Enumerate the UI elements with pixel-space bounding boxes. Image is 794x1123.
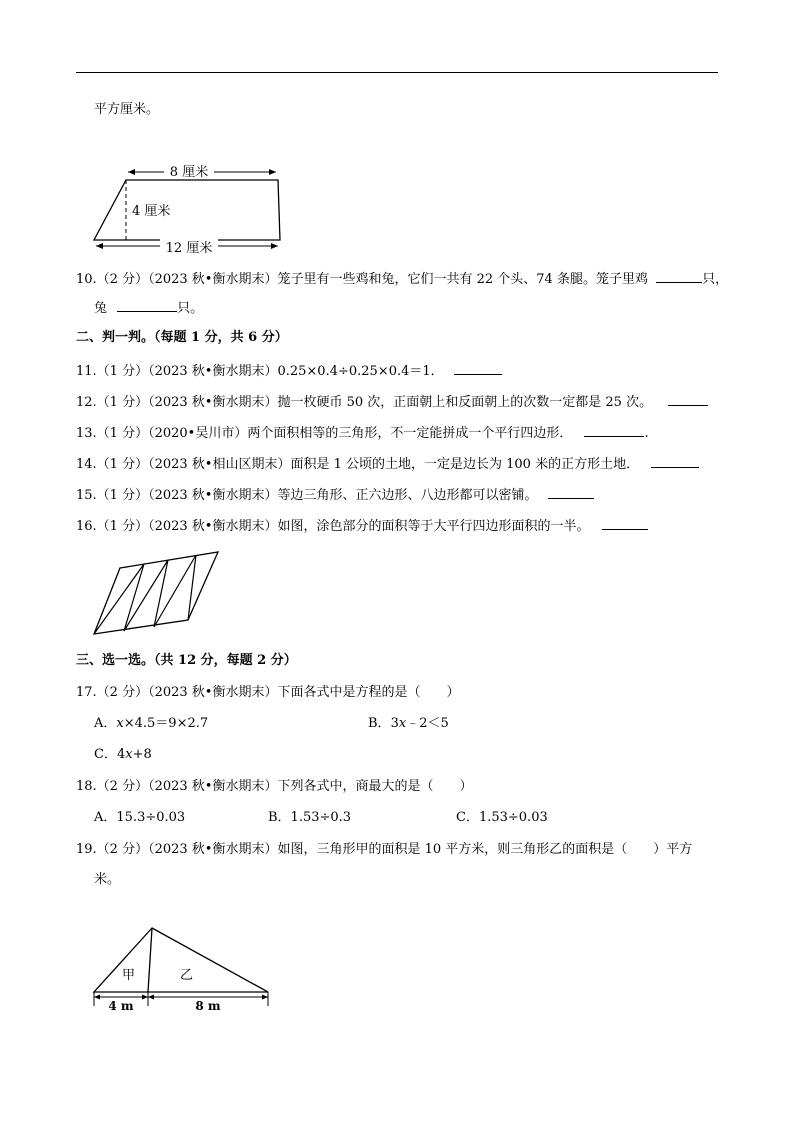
- question-19-line-2: 米。: [94, 872, 121, 887]
- top-length-label: 8 厘米: [169, 165, 209, 180]
- question-16: 16.（1 分）（2023 秋•衡水期末）如图，涂色部分的面积等于大平行四边形面积的一半。: [76, 517, 648, 536]
- question-11: 11.（1 分）（2023 秋•衡水期末）0.25×0.4÷0.25×0.4＝1．: [76, 362, 502, 381]
- parallelogram-shape: [94, 552, 218, 634]
- answer-blank-rabbit[interactable]: [117, 299, 177, 312]
- answer-blank-chicken[interactable]: [656, 270, 702, 283]
- answer-blank-q16[interactable]: [602, 517, 648, 530]
- question-19-line-1: 19.（2 分）（2023 秋•衡水期末）如图，三角形甲的面积是 10 平方米，则三角形乙的面积是（ ）平方: [76, 842, 693, 857]
- answer-blank-q15[interactable]: [548, 486, 594, 499]
- question-18-stem: 18.（2 分）（2023 秋•衡水期末）下列各式中，商最大的是（ ）: [76, 779, 473, 794]
- triangle-jia-label: 甲: [122, 968, 136, 983]
- section-3-heading: 三、选一选。（共 12 分，每题 2 分）: [76, 653, 297, 668]
- left-length-label: 4 m: [108, 999, 134, 1013]
- question-17-option-b[interactable]: B．3x﹣2＜5: [368, 716, 449, 731]
- divider-line: [148, 928, 152, 992]
- answer-blank-q12[interactable]: [668, 393, 708, 406]
- question-13: 13.（1 分）（2020•吴川市）两个面积相等的三角形，不一定能拼成一个平行四边形． .: [76, 426, 649, 441]
- question-17-stem: 17.（2 分）（2023 秋•衡水期末）下面各式中是方程的是（ ）: [76, 685, 460, 700]
- section-2-heading: 二、判一判。（每题 1 分，共 6 分）: [76, 330, 288, 345]
- triangle-yi-label: 乙: [180, 968, 194, 983]
- trapezoid-shape: [94, 180, 280, 240]
- bottom-length-label: 12 厘米: [165, 241, 213, 256]
- header-rule: [76, 72, 718, 73]
- question-14: 14.（1 分）（2023 秋•相山区期末）面积是 1 公顷的土地，一定是边长为 100 米的正方形土地．: [76, 455, 699, 474]
- question-18-option-c[interactable]: C．1.53÷0.03: [456, 810, 548, 825]
- question-15: 15.（1 分）（2023 秋•衡水期末）等边三角形、正六边形、八边形都可以密铺。: [76, 486, 594, 505]
- question-10-line-1: 10.（2 分）（2023 秋•衡水期末）笼子里有一些鸡和兔，它们一共有 22 个头、74 条腿。笼子里鸡 只，: [76, 272, 729, 287]
- height-label: 4 厘米: [132, 204, 171, 219]
- question-17-option-a[interactable]: A．x×4.5＝9×2.7: [94, 716, 209, 731]
- question-12: 12.（1 分）（2023 秋•衡水期末）抛一枚硬币 50 次，正面朝上和反面朝上的次数一定都是 25 次。: [76, 393, 708, 412]
- intro-line: 平方厘米。: [94, 102, 160, 117]
- answer-blank-q13[interactable]: [584, 424, 644, 437]
- question-17-option-c[interactable]: C．4x+8: [94, 747, 152, 762]
- triangles-figure: [88, 920, 274, 1014]
- right-length-label: 8 m: [195, 999, 221, 1013]
- answer-blank-q14[interactable]: [651, 455, 699, 468]
- answer-blank-q11[interactable]: [454, 362, 502, 375]
- parallelogram-figure: [88, 548, 228, 640]
- question-10-line-2: 兔 只。: [94, 301, 204, 316]
- trapezoid-figure: [88, 160, 288, 260]
- question-18-option-b[interactable]: B．1.53÷0.3: [268, 810, 352, 825]
- question-18-option-a[interactable]: A．15.3÷0.03: [94, 810, 186, 825]
